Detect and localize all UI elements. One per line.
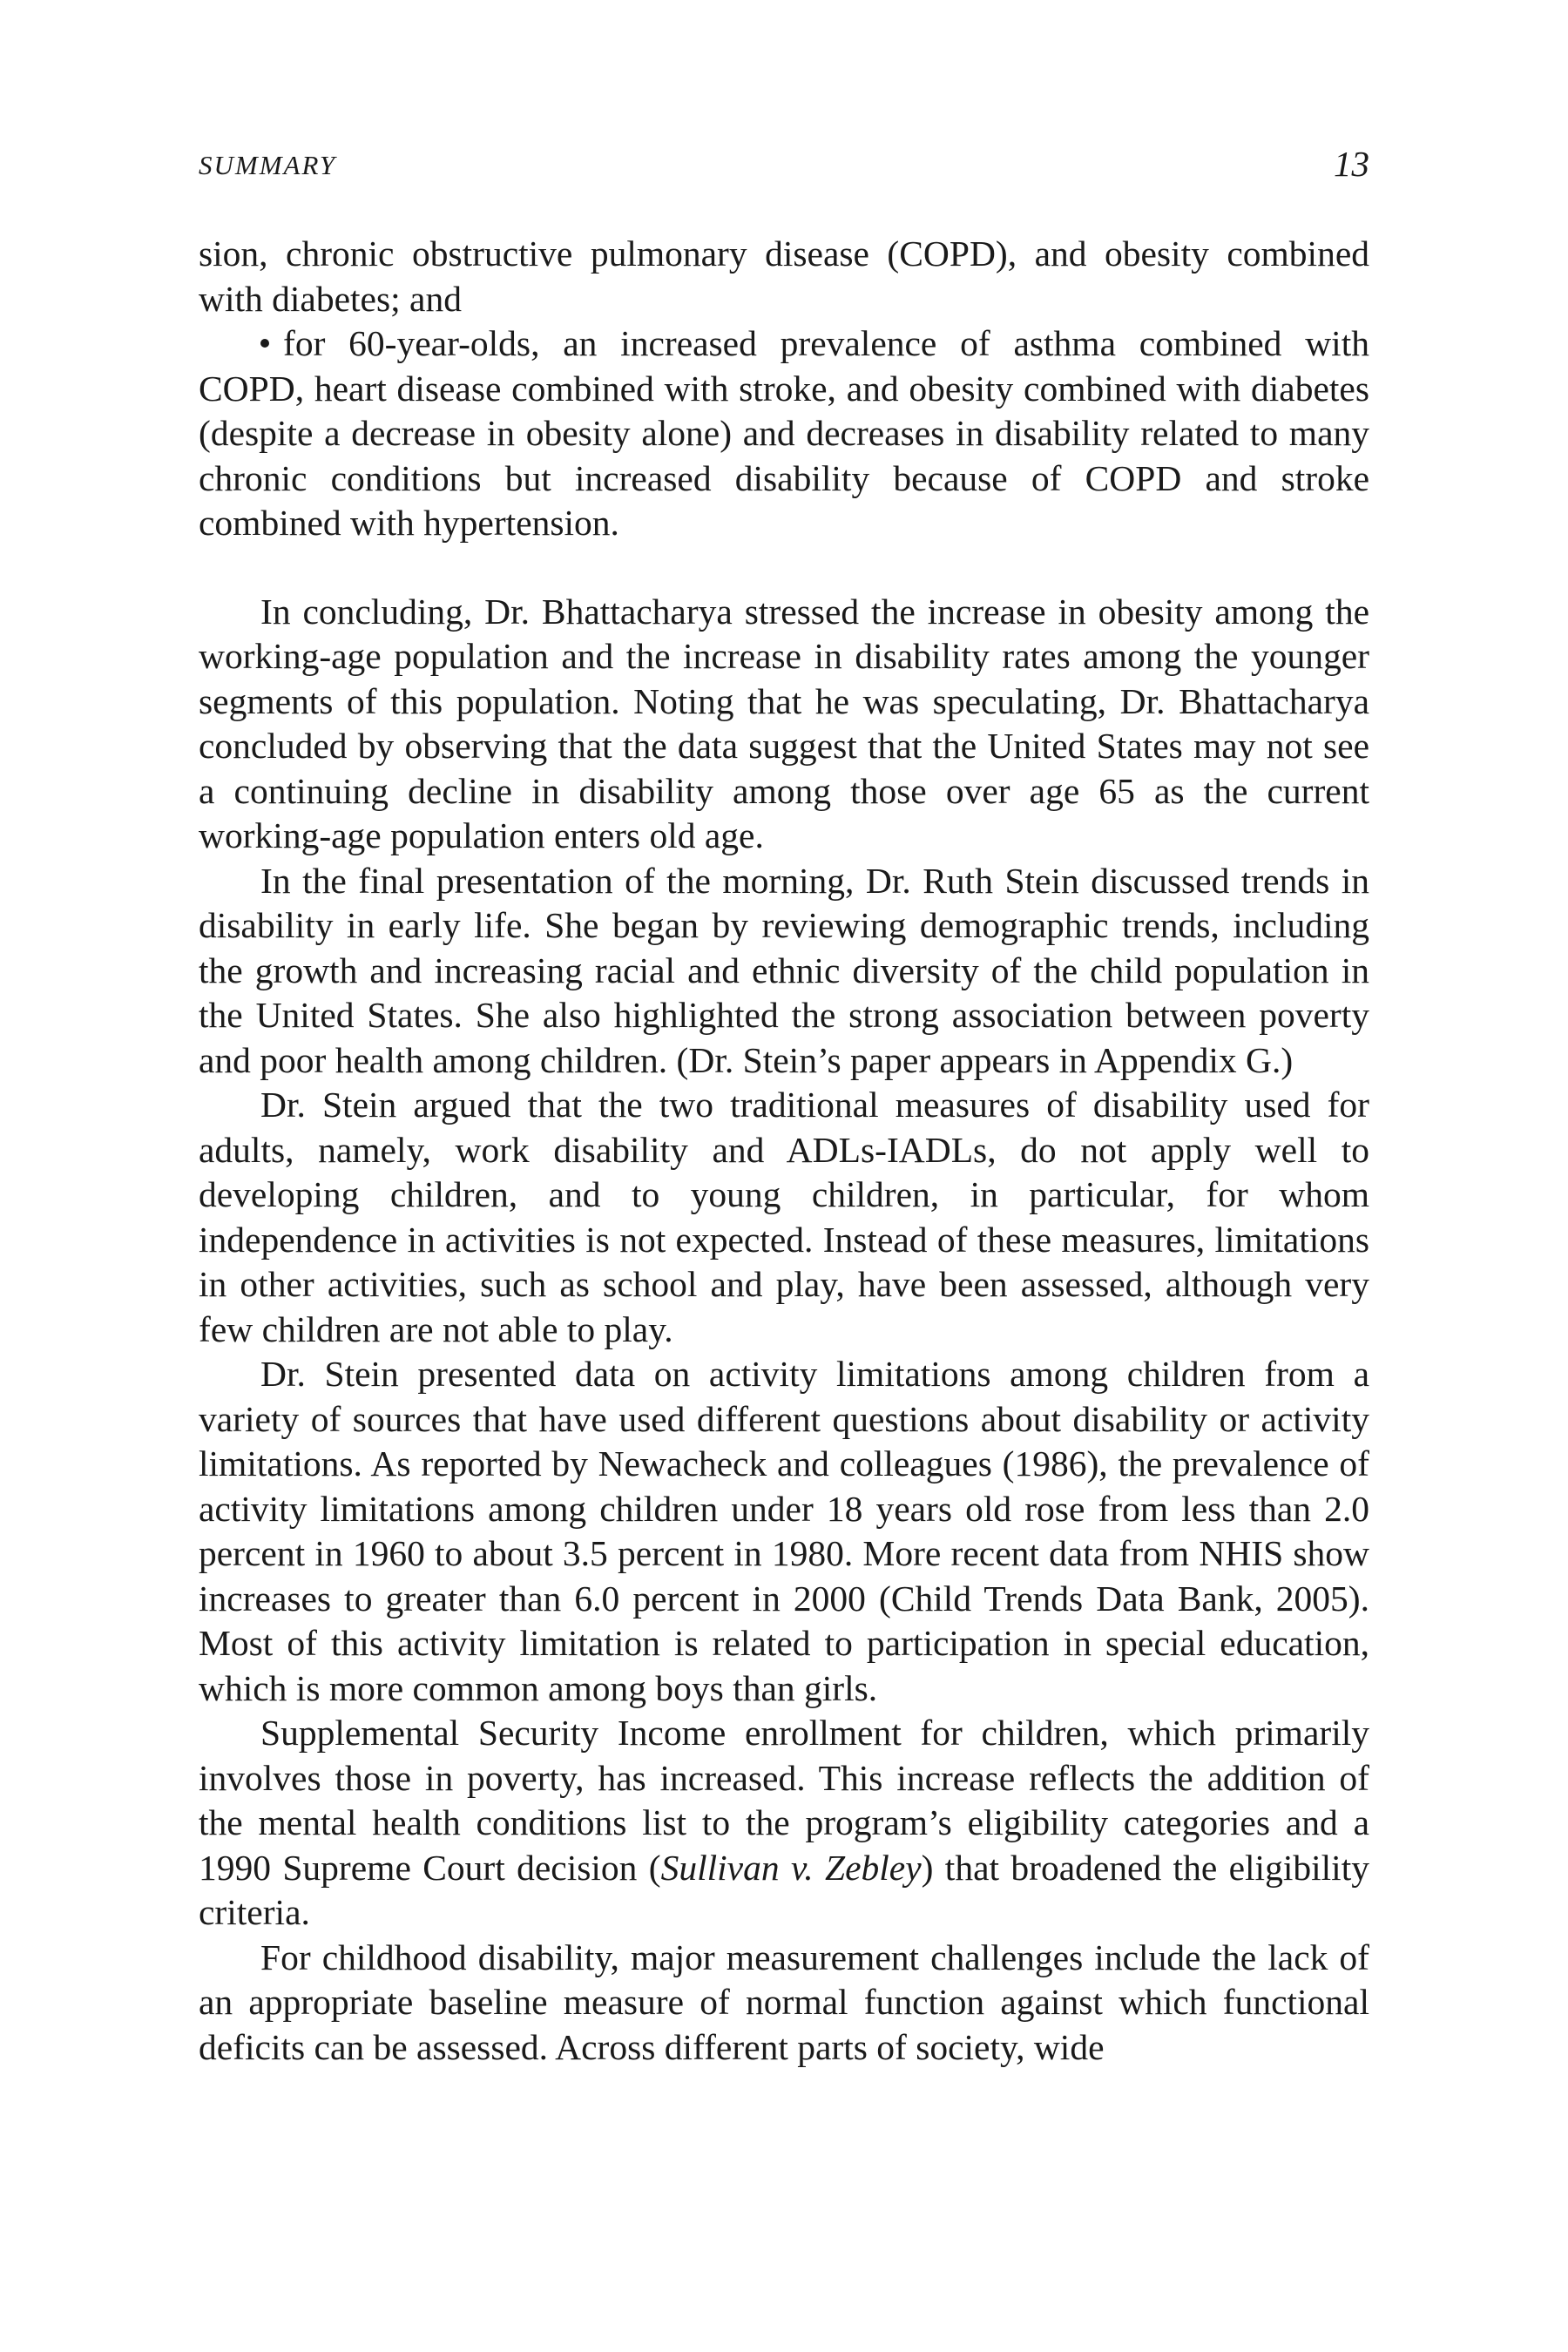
bullet-item	[199, 321, 1369, 546]
paragraph: Dr. Stein presented data on activity limitations among children from a variety of sources that have used different questions about disability or activity limitations. As reported by Newacheck and colleagues (1986), the prevalence of activity limitations among children under 18 years old rose from less than 2.0 percent in 1960 to about 3.5 percent in 1980. More recent data from NHIS show increases to greater than 6.0 percent in 2000 (Child Trends Data Bank, 2005). Most of this activity limitation is related to participation in special education, which is more common among boys than girls.	[199, 1354, 1369, 1708]
paragraph: For childhood disability, major measurement challenges include the lack of an appropriate baseline measure of normal function against which functional deficits can be assessed. Across different parts of society, wide	[199, 1936, 1369, 2067]
paragraph: Dr. Stein argued that the two traditional measures of disability used for adults, namely, work disability and ADLs-IADLs, do not apply well to developing children, and to young children, in particular, for whom independence in activities is not expected. Instead of these measures, limitations in other activities, such as school and play, have been assessed, although very few children are not able to play.	[199, 1085, 1369, 1349]
running-head	[199, 144, 1369, 190]
page-number: 13	[1334, 144, 1369, 184]
paragraph: In the final presentation of the morning, Dr. Ruth Stein discussed trends in disability in early life. She began by reviewing demographic trends, including the growth and increasing racial and ethnic diversity of the child population in the United States. She also highlighted the strong association between poverty and poor health among children. (Dr. Stein’s paper appears in Appendix G.)	[199, 860, 1369, 1080]
bullet-text: for 60-year-olds, an increased prevalence of asthma combined with COPD, heart disease combined with stroke, and obesity combined with diabetes (despite a decrease in obesity alone) and decreases in disability related to many chronic conditions but increased disability because of COPD and stroke combined with hypertension.	[199, 323, 1369, 543]
paragraph-text: Supplemental Security Income enrollment for children, which primarily involves those in poverty, has increased. This increase reflects the addition of the mental health conditions list to the program’s eligibility categories and a 1990 Supreme Court decision (	[199, 1713, 1369, 1888]
bullet-icon	[260, 339, 269, 348]
paragraph: In concluding, Dr. Bhattacharya stressed the increase in obesity among the working-age population and the increase in disability rates among the younger segments of this population. Noting that he was speculating, Dr. Bhattacharya concluded by observing that the data suggest that the United States may not see a continuing decline in disability among those over age 65 as the current working-age population enters old age.	[199, 591, 1369, 855]
running-title: SUMMARY	[199, 150, 337, 180]
paragraph	[199, 1711, 1369, 1936]
case-citation: Sullivan v. Zebley	[660, 1847, 922, 1888]
body-text	[199, 232, 1369, 2070]
paragraph-text: ) that broadened the eligibility criteria.	[199, 1847, 1369, 1932]
paragraph-continued: sion, chronic obstructive pulmonary disease (COPD), and obesity combined with diabetes; and	[199, 233, 1369, 319]
